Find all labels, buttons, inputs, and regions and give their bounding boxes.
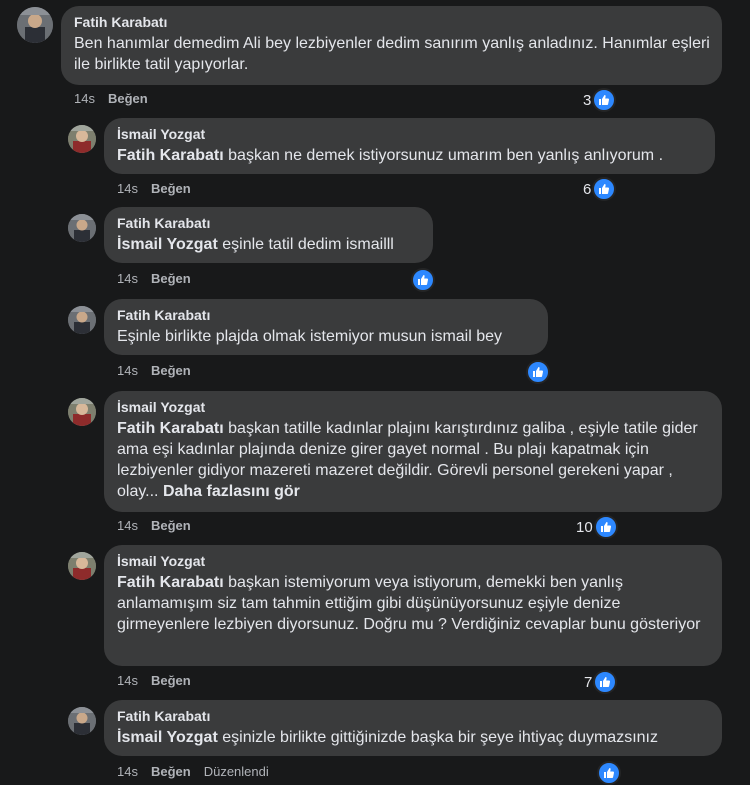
profile-photo-icon <box>68 125 96 153</box>
reaction-summary[interactable] <box>576 515 618 539</box>
reaction-summary[interactable] <box>583 88 616 112</box>
see-more-link[interactable]: Daha fazlasını gör <box>162 483 300 500</box>
comment-bubble <box>104 391 722 512</box>
like-button[interactable]: Beğen <box>150 764 191 779</box>
comment-text <box>117 234 421 255</box>
reaction-summary[interactable] <box>596 761 621 785</box>
profile-photo-icon <box>68 398 96 426</box>
like-button[interactable]: Beğen <box>150 518 191 533</box>
comment-actions <box>117 363 204 378</box>
comment-actions <box>117 518 204 533</box>
comment-text <box>117 727 710 748</box>
comment-author[interactable]: Fatih Karabatı <box>74 14 168 30</box>
avatar[interactable] <box>17 7 53 43</box>
profile-photo-icon <box>68 552 96 580</box>
mention-link[interactable]: Fatih Karabatı <box>117 147 224 164</box>
comment-time[interactable]: 14s <box>74 91 95 106</box>
comment-author[interactable]: Fatih Karabatı <box>117 708 211 724</box>
comment-text <box>117 145 703 166</box>
reaction-summary[interactable] <box>410 268 435 292</box>
like-button[interactable]: Beğen <box>150 363 191 378</box>
comment-author[interactable]: İsmail Yozgat <box>117 399 206 415</box>
like-button[interactable]: Beğen <box>150 181 191 196</box>
comment-body: eşinle tatil dedim ismailll <box>222 236 394 253</box>
profile-photo-icon <box>17 7 53 43</box>
reaction-count: 3 <box>583 91 592 109</box>
comment-text <box>117 572 710 635</box>
reaction-count: 10 <box>576 518 593 536</box>
comment-author[interactable]: Fatih Karabatı <box>117 215 211 231</box>
comment-time[interactable]: 14s <box>117 271 138 286</box>
comment-bubble <box>104 207 433 263</box>
comment-bubble <box>104 118 715 174</box>
comment-bubble <box>104 545 722 666</box>
profile-photo-icon <box>68 214 96 242</box>
like-button[interactable]: Beğen <box>150 673 191 688</box>
reaction-count: 6 <box>583 180 592 198</box>
avatar[interactable] <box>68 306 96 334</box>
comment-text <box>117 418 710 502</box>
thumbs-up-icon <box>593 670 617 694</box>
comment-author[interactable]: İsmail Yozgat <box>117 553 206 569</box>
mention-link[interactable]: Fatih Karabatı <box>117 574 224 591</box>
thumbs-up-icon <box>526 360 550 384</box>
comment-bubble <box>104 700 722 756</box>
comment-time[interactable]: 14s <box>117 673 138 688</box>
comment-actions <box>117 271 204 286</box>
profile-photo-icon <box>68 306 96 334</box>
thumbs-up-icon <box>594 515 618 539</box>
comment-author[interactable]: İsmail Yozgat <box>117 126 206 142</box>
reaction-summary[interactable] <box>583 177 616 201</box>
avatar[interactable] <box>68 552 96 580</box>
comment-bubble <box>104 299 548 355</box>
avatar[interactable] <box>68 125 96 153</box>
comment-time[interactable]: 14s <box>117 764 138 779</box>
profile-photo-icon <box>68 707 96 735</box>
mention-link[interactable]: İsmail Yozgat <box>117 729 218 746</box>
reaction-summary[interactable] <box>525 360 550 384</box>
comment-actions <box>74 91 161 106</box>
comment-text <box>117 326 536 347</box>
thumbs-up-icon <box>597 761 621 785</box>
mention-link[interactable]: Fatih Karabatı <box>117 420 224 437</box>
comment-actions <box>117 181 204 196</box>
comment-body: başkan tatille kadınlar plajını karıştırdınız galiba , eşiyle tatile gider ama eşi kadınlar plajında denize girer gayet normal . Bu plajı kapatmak için lezbiyenler gidiyor mazereti mazeret değildir. Görevli personel gerekeni yapar , olay... <box>117 420 698 500</box>
comment-actions <box>117 673 204 688</box>
comment-time[interactable]: 14s <box>117 363 138 378</box>
comment-text <box>74 33 710 75</box>
comment-actions <box>117 764 282 779</box>
comment-body: başkan istemiyorum veya istiyorum, demekki ben yanlış anlamamışım siz tam tahmin ettiğim gibi düşünüyorsunuz eşiyle denize girmeyenlere lezbiyen diyorsunuz. Doğru mu ? Verdiğiniz cevaplar bunu gösteriyor <box>117 574 701 633</box>
comment-author[interactable]: Fatih Karabatı <box>117 307 211 323</box>
thumbs-up-icon <box>592 88 616 112</box>
thumbs-up-icon <box>592 177 616 201</box>
reaction-summary[interactable] <box>584 670 617 694</box>
comment-bubble <box>61 6 722 85</box>
avatar[interactable] <box>68 398 96 426</box>
avatar[interactable] <box>68 214 96 242</box>
reaction-count: 7 <box>584 673 593 691</box>
comment-body: eşinizle birlikte gittiğinizde başka bir şeye ihtiyaç duymazsınız <box>222 729 658 746</box>
mention-link[interactable]: İsmail Yozgat <box>117 236 218 253</box>
comment-body: Ben hanımlar demedim Ali bey lezbiyenler dedim sanırım yanlış anladınız. Hanımlar eşleri ile birlikte tatil yapıyorlar. <box>74 35 710 73</box>
comment-body: Eşinle birlikte plajda olmak istemiyor musun ismail bey <box>117 328 503 345</box>
comment-body: başkan ne demek istiyorsunuz umarım ben yanlış anlıyorum . <box>228 147 664 164</box>
like-button[interactable]: Beğen <box>107 91 148 106</box>
avatar[interactable] <box>68 707 96 735</box>
edited-label[interactable]: Düzenlendi <box>203 764 269 779</box>
comment-time[interactable]: 14s <box>117 181 138 196</box>
comment-time[interactable]: 14s <box>117 518 138 533</box>
thumbs-up-icon <box>411 268 435 292</box>
like-button[interactable]: Beğen <box>150 271 191 286</box>
